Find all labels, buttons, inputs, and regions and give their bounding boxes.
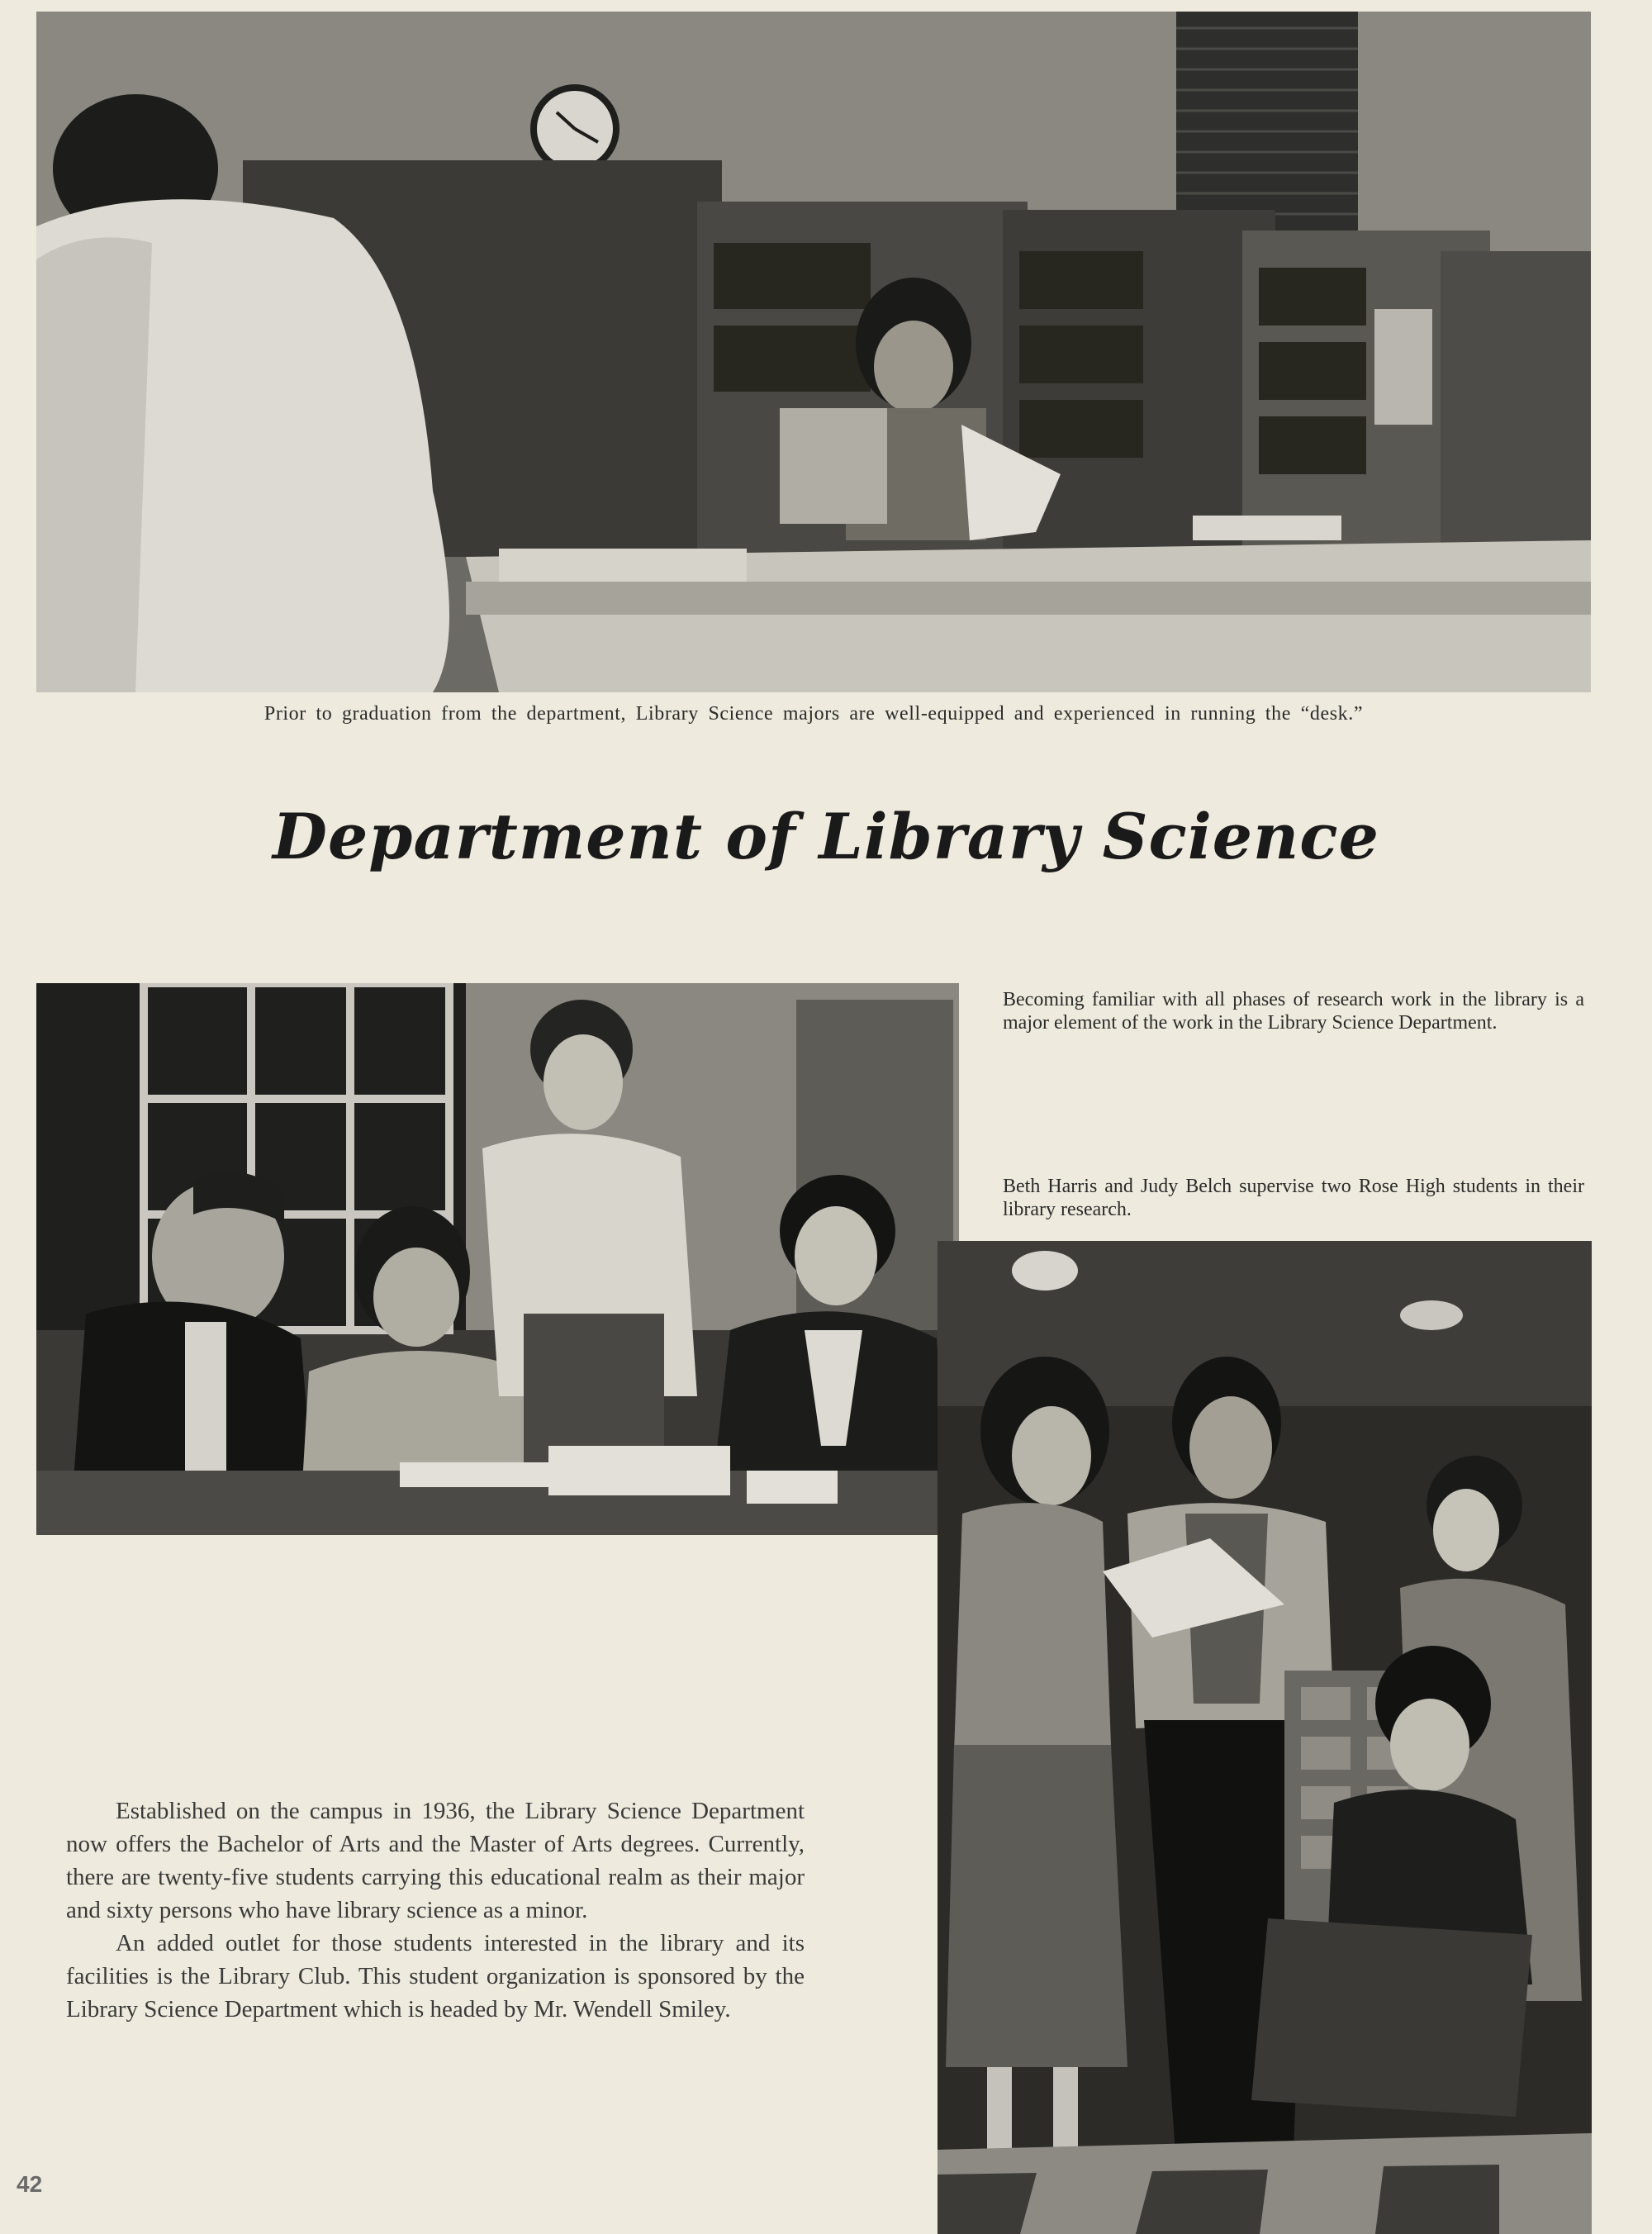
- students-photo-caption: Beth Harris and Judy Belch supervise two Rose High students in their library research.: [1003, 1176, 1584, 1220]
- body-text: [66, 1794, 805, 2026]
- students-card-catalog-photo: [938, 1241, 1592, 2234]
- research-photo-caption: Becoming familiar with all phases of research work in the library is a major element of the work in the Library Science Department.: [1003, 989, 1584, 1034]
- page-title: Department of Library Science: [273, 800, 1379, 873]
- desk-photo-caption: Prior to graduation from the department, Library Science majors are well-equipped and experienced in running the “desk.”: [263, 703, 1364, 725]
- research-table-photo: [36, 983, 959, 1535]
- page-number: 42: [17, 2171, 43, 2197]
- body-paragraph-1: Established on the campus in 1936, the Library Science Department now offers the Bachelor of Arts and the Master of Arts degrees. Currently, there are twenty-five students carrying this educational realm as their major and sixty persons who have library science as a minor.: [66, 1798, 805, 1923]
- body-paragraph-2: An added outlet for those students interested in the library and its facilities is the Library Club. This student organization is sponsored by the Library Science Department which is headed by Mr. Wendell Smiley.: [66, 1930, 805, 2022]
- library-desk-photo: [36, 12, 1591, 692]
